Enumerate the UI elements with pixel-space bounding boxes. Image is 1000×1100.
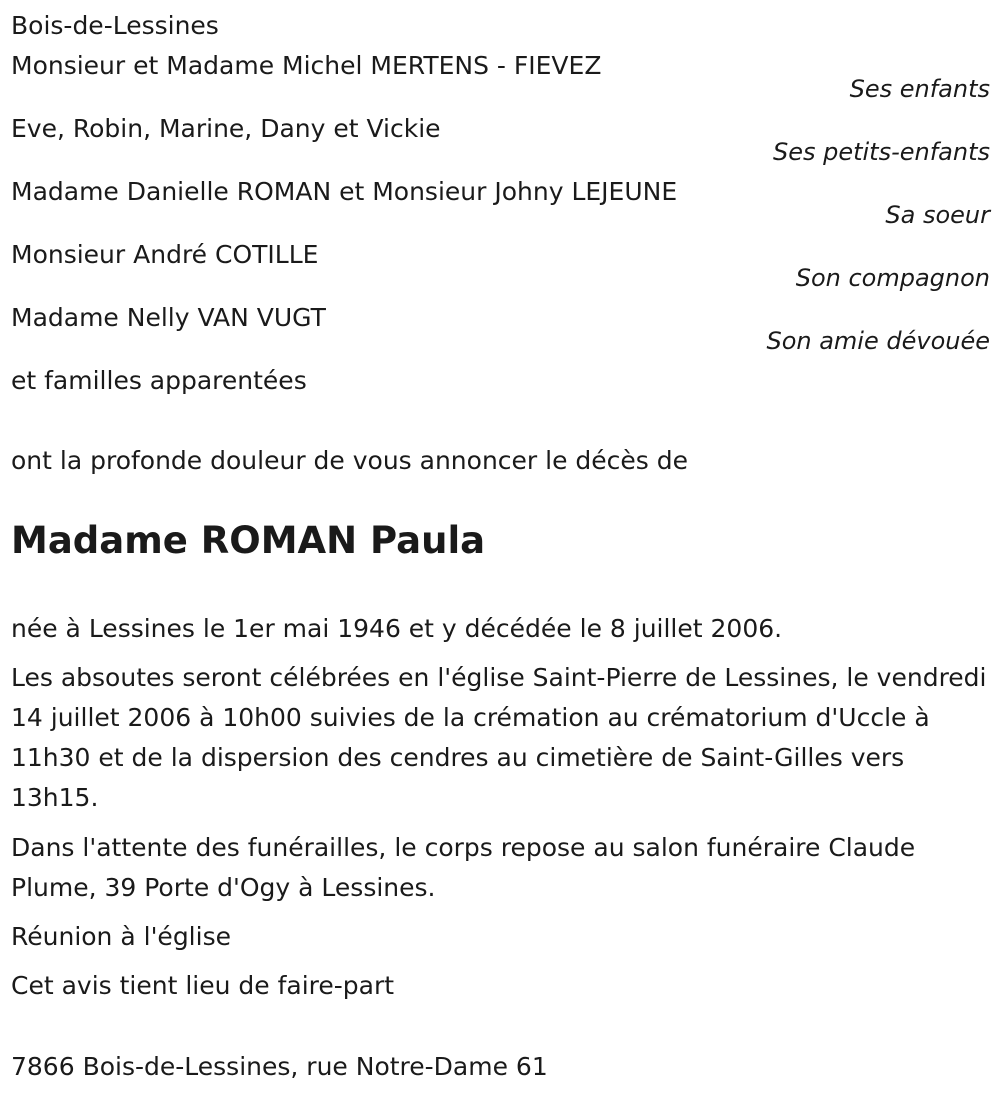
families-line: et familles apparentées [11, 366, 307, 395]
notice-line: Cet avis tient lieu de faire-part [11, 971, 395, 1000]
relation-4: Son compagnon [795, 264, 990, 292]
deceased-name: Madame ROMAN Paula [11, 519, 486, 562]
family-name-2: Eve, Robin, Marine, Dany et Vickie [11, 114, 441, 143]
family-name-5: Madame Nelly VAN VUGT [11, 303, 326, 332]
relation-2: Ses petits-enfants [772, 138, 990, 166]
address: 7866 Bois-de-Lessines, rue Notre-Dame 61 [11, 1052, 548, 1081]
relation-5: Son amie dévouée [766, 327, 990, 355]
family-name-1: Monsieur et Madame Michel MERTENS - FIEVEZ [11, 51, 602, 80]
meeting-line: Réunion à l'église [11, 922, 231, 951]
family-name-3: Madame Danielle ROMAN et Monsieur Johny LEJEUNE [11, 177, 678, 206]
ceremony-paragraph: Les absoutes seront célébrées en l'église Saint-Pierre de Lessines, le vendredi 14 juillet 2006 à 10h00 suivies de la crémation au crématorium d'Uccle à 11h30 et de la dispersion des cendres au cimetière de Saint-Gilles vers 13h15. [11, 663, 987, 812]
location: Bois-de-Lessines [11, 11, 219, 40]
relation-3: Sa soeur [885, 201, 990, 229]
relation-1: Ses enfants [849, 75, 990, 103]
birth-death-paragraph: née à Lessines le 1er mai 1946 et y décédée le 8 juillet 2006. [11, 614, 783, 643]
viewing-paragraph: Dans l'attente des funérailles, le corps repose au salon funéraire Claude Plume, 39 Porte d'Ogy à Lessines. [11, 833, 916, 902]
family-name-4: Monsieur André COTILLE [11, 240, 319, 269]
announcement: ont la profonde douleur de vous annoncer le décès de [11, 446, 689, 475]
